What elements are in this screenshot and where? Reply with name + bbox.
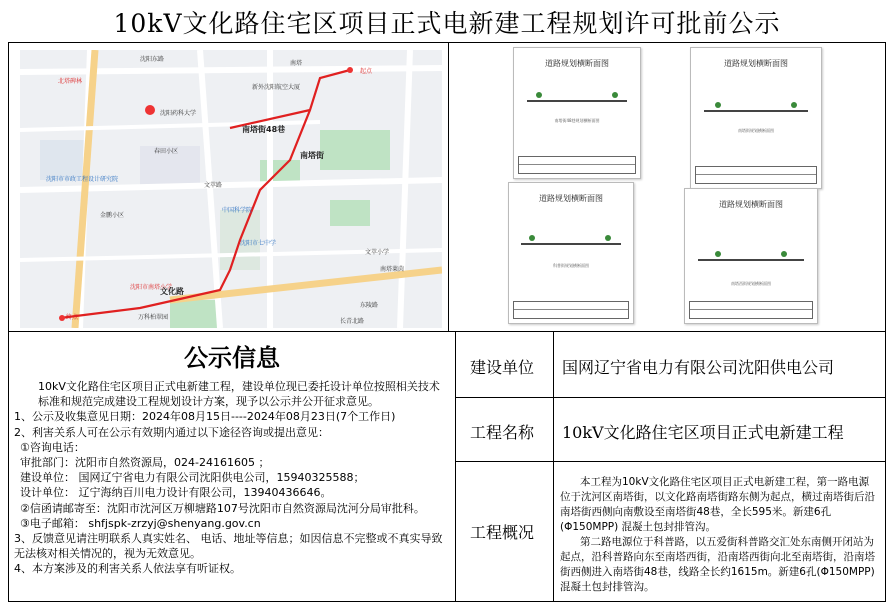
map-label: 起点 [360, 68, 373, 75]
summary-label: 工程概况 [470, 523, 535, 542]
notice-intro: 10kV文化路住宅区项目正式电新建工程，建设单位现已委托设计单位按照相关技术标准和规范完成建设工程规划设计方案，现予以公示并公开征求意见。 [38, 380, 440, 409]
divider [448, 42, 449, 331]
divider [455, 461, 886, 462]
tree-icon [529, 235, 535, 241]
map-label: 沈阳市市政工程设计研究院 [46, 176, 119, 183]
cross-section-drawing [513, 47, 641, 179]
drawing-caption: 南塔西街规划横断面图 [731, 281, 771, 286]
map-label: 沈阳市七中学 [240, 240, 277, 247]
map-label: 东陵路 [360, 302, 379, 309]
notice-item: 3、反馈意见请注明联系人真实姓名、 电话、地址等信息；如因信息不完整或不真实导致无法核对相关情况的，视为无效意见。 [14, 532, 443, 561]
map-label: 南塔街48巷 [242, 125, 286, 134]
divider [553, 331, 554, 602]
map-label: 新外沈阳航空大厦 [252, 84, 301, 91]
divider [8, 331, 886, 332]
project-name-label: 工程名称 [470, 423, 535, 442]
map-label: 南塔莱茵 [380, 266, 405, 273]
map-label: 沈阳药科大学 [160, 110, 197, 117]
project-name-value: 10kV文化路住宅区项目正式电新建工程 [562, 423, 844, 442]
title-block [689, 301, 813, 319]
map-label: 沈阳市南塔小学 [130, 284, 173, 291]
notice-dept: 审批部门：沈阳市自然资源局，024-24161605 ； [20, 456, 270, 470]
road-line [521, 243, 620, 245]
map-label: 文萃小学 [365, 249, 390, 256]
map-label: 北塔碑林 [58, 78, 83, 85]
page-title: 10kV文化路住宅区项目正式电新建工程规划许可批前公示 [113, 9, 781, 38]
map-label: 南塔街 [300, 151, 324, 160]
drawing-title: 道路规划横断面图 [539, 194, 603, 203]
notice-consult: ①咨询电话： [20, 440, 85, 454]
summary-paragraph: 本工程为10kV文化路住宅区项目正式电新建工程，第一路电源位于沈河区南塔街，以文化路南塔街路东侧为起点，横过南塔街后沿南塔街西侧向南敷设至南塔街48巷，全长595米。新建6孔(Φ150MPP) 混凝土包封排管沟。 [560, 476, 875, 533]
drawing-title: 道路规划横断面图 [545, 59, 609, 68]
drawing-caption: 科普街规划横断面图 [553, 263, 589, 268]
notice-item: 2、利害关系人可在公示有效期内通过以下途径咨询或提出意见： [14, 425, 329, 439]
map-label: 沈阳东路 [140, 56, 165, 63]
notice-builder: 建设单位： 国网辽宁省电力有限公司沈阳供电公司，15940325588； [20, 471, 365, 485]
map-label: 中国科学院 [222, 207, 253, 214]
road-line [704, 110, 808, 112]
map-label: 终点 [66, 314, 79, 321]
notice-heading: 公示信息 [184, 344, 280, 372]
notice-email: ③电子邮箱： shfjspk-zrzyj@shenyang.gov.cn [20, 516, 261, 530]
route-map [20, 50, 442, 328]
road-line [698, 259, 804, 261]
drawing-caption: 南塔街48巷规划横断面图 [554, 118, 600, 123]
title-block [695, 166, 817, 184]
notice-body [14, 379, 450, 577]
notice-designer: 设计单位： 辽宁海纳百川电力设计有限公司，13940436646。 [20, 486, 332, 500]
tree-icon [781, 251, 787, 257]
map-label: 文化路 [160, 287, 184, 296]
map-label: 金鹏小区 [100, 212, 125, 219]
summary-paragraph: 第二路电源位于科普路，以五爱街科普路交汇处东南侧开闭站为起点，沿科普路向东至南塔西街，沿南塔西街向北至南塔街，沿南塔街西侧进入南塔街48巷，线路全长约1615m。新建6孔(Φ150MPP) 混凝土包封排管沟。 [560, 536, 875, 593]
map-label: 南塔 [290, 60, 303, 67]
road-line [527, 100, 628, 102]
notice-mail: ②信函请邮寄至：沈阳市沈河区万柳塘路107号沈阳市自然资源局沈河分局审批科。 [20, 501, 425, 515]
drawing-title: 道路规划横断面图 [724, 59, 788, 68]
drawing-title: 道路规划横断面图 [719, 200, 783, 209]
unit-value: 国网辽宁省电力有限公司沈阳供电公司 [562, 358, 835, 377]
notice-item: 4、本方案涉及的利害关系人依法享有听证权。 [14, 562, 241, 576]
tree-icon [715, 102, 721, 108]
tree-icon [791, 102, 797, 108]
unit-label: 建设单位 [470, 358, 535, 377]
cross-section-drawing [690, 47, 822, 189]
title-block [518, 156, 636, 174]
map-label: 万科柏翠园 [138, 314, 169, 321]
cross-section-drawing [508, 182, 634, 324]
notice-item: 1、公示及收集意见日期：2024年08月15日----2024年08月23日(7个工作日) [14, 410, 396, 424]
drawing-caption: 南塔街规划横断面图 [738, 128, 774, 133]
cross-section-drawing [684, 188, 818, 324]
tree-icon [715, 251, 721, 257]
tree-icon [605, 235, 611, 241]
tree-icon [536, 92, 542, 98]
project-summary [560, 475, 878, 595]
map-label: 长青北路 [340, 318, 365, 325]
divider [455, 397, 886, 398]
title-block [513, 301, 629, 319]
map-label: 春田小区 [154, 148, 179, 155]
map-label: 文萃路 [204, 182, 223, 189]
tree-icon [612, 92, 618, 98]
